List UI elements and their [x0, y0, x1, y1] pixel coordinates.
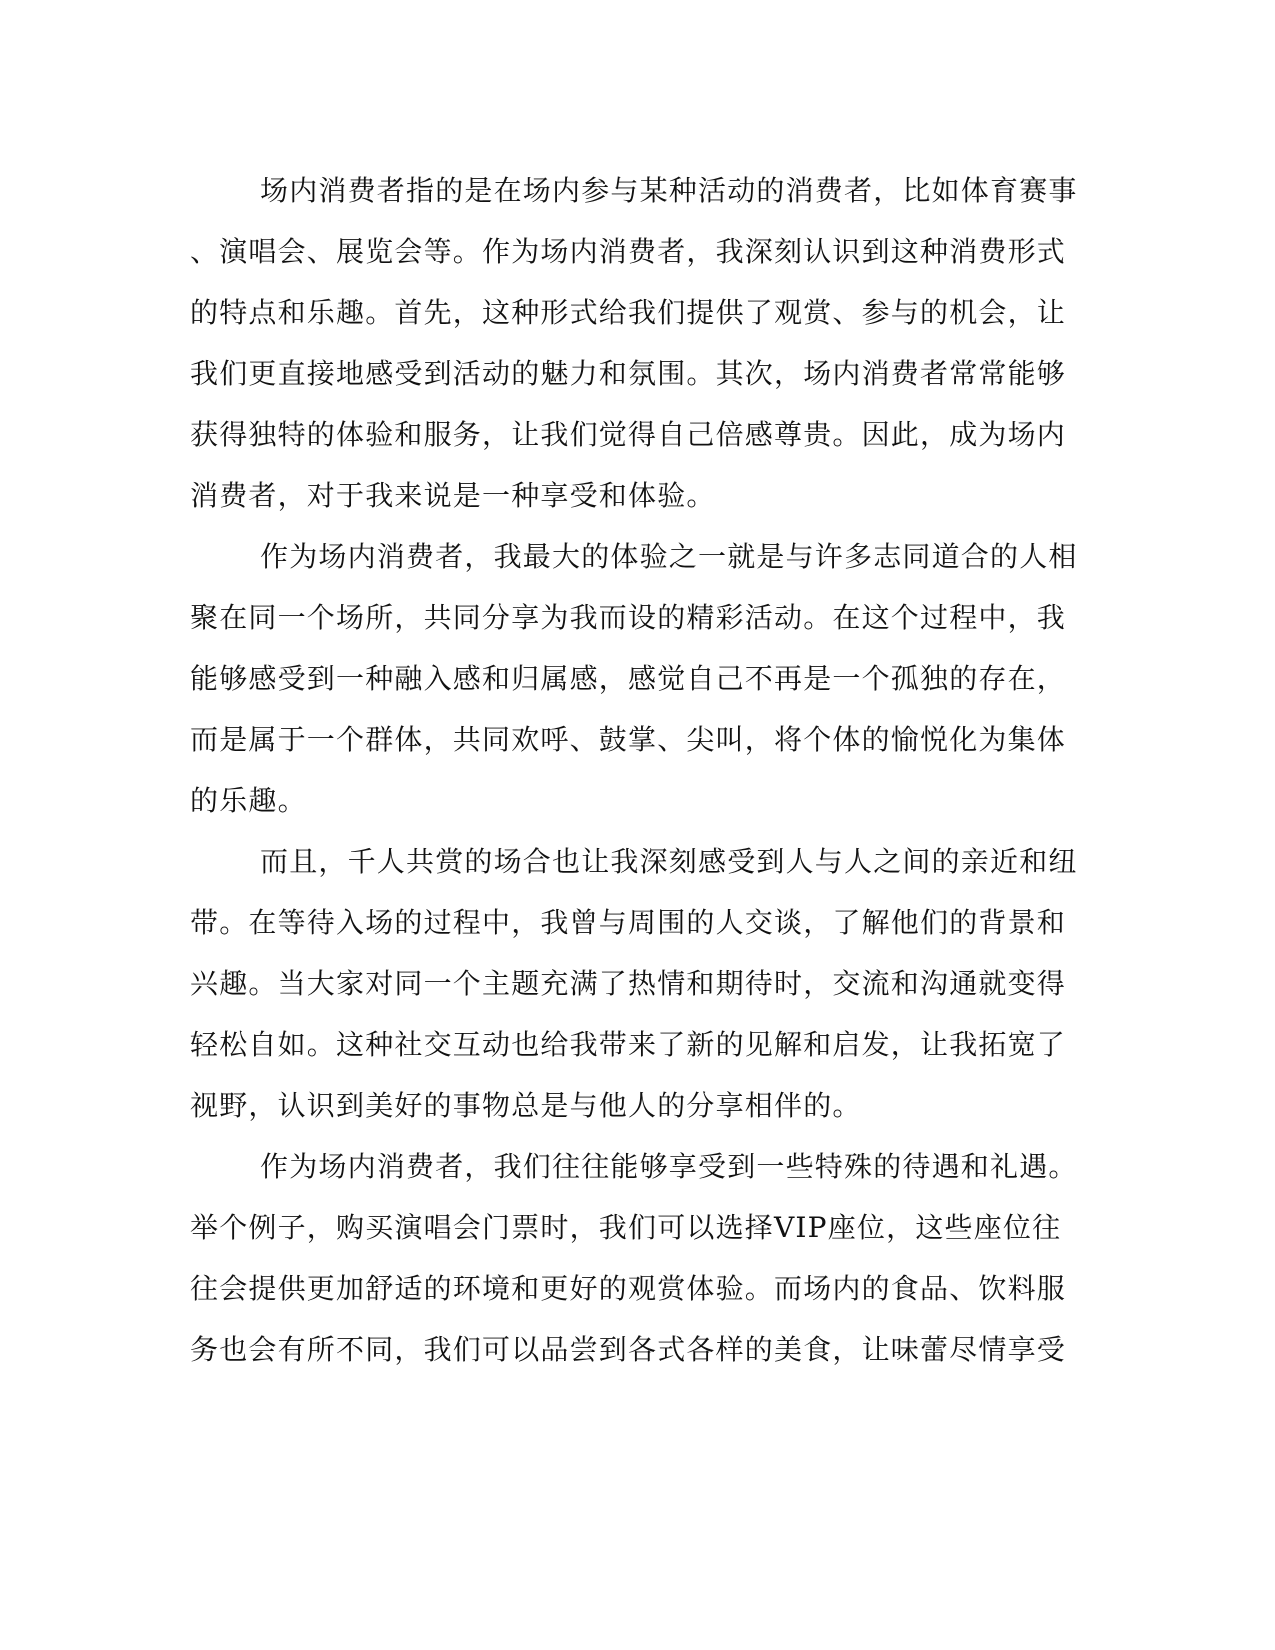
paragraph-3 — [190, 831, 1090, 1136]
text-line: 我们更直接地感受到活动的魅力和氛围。其次，场内消费者常常能够 — [190, 357, 1067, 390]
text-line: 举个例子，购买演唱会门票时，我们可以选择VIP座位，这些座位往 — [190, 1211, 1062, 1244]
text-line: 往会提供更加舒适的环境和更好的观赏体验。而场内的食品、饮料服 — [190, 1272, 1067, 1305]
document-body — [190, 160, 1090, 1380]
text-line: 的特点和乐趣。首先，这种形式给我们提供了观赏、参与的机会，让 — [190, 296, 1067, 329]
text-line: 视野，认识到美好的事物总是与他人的分享相伴的。 — [190, 1089, 862, 1122]
text-line: 而且，千人共赏的场合也让我深刻感受到人与人之间的亲近和纽 — [260, 845, 1078, 878]
text-line: 而是属于一个群体，共同欢呼、鼓掌、尖叫，将个体的愉悦化为集体 — [190, 723, 1067, 756]
text-line: 聚在同一个场所，共同分享为我而设的精彩活动。在这个过程中，我 — [190, 601, 1067, 634]
text-line: 轻松自如。这种社交互动也给我带来了新的见解和启发，让我拓宽了 — [190, 1028, 1067, 1061]
paragraph-2 — [190, 526, 1090, 831]
paragraph-1 — [190, 160, 1090, 526]
text-line: 作为场内消费者，我最大的体验之一就是与许多志同道合的人相 — [260, 540, 1078, 573]
text-line: 的乐趣。 — [190, 784, 307, 817]
text-line: 获得独特的体验和服务，让我们觉得自己倍感尊贵。因此，成为场内 — [190, 418, 1067, 451]
text-line: 、演唱会、展览会等。作为场内消费者，我深刻认识到这种消费形式 — [190, 235, 1067, 268]
paragraph-4 — [190, 1136, 1090, 1380]
text-line: 带。在等待入场的过程中，我曾与周围的人交谈，了解他们的背景和 — [190, 906, 1067, 939]
text-line: 作为场内消费者，我们往往能够享受到一些特殊的待遇和礼遇。 — [260, 1150, 1078, 1183]
text-line: 场内消费者指的是在场内参与某种活动的消费者，比如体育赛事 — [260, 174, 1078, 207]
text-line: 消费者，对于我来说是一种享受和体验。 — [190, 479, 716, 512]
text-line: 务也会有所不同，我们可以品尝到各式各样的美食，让味蕾尽情享受 — [190, 1333, 1067, 1366]
text-line: 兴趣。当大家对同一个主题充满了热情和期待时，交流和沟通就变得 — [190, 967, 1067, 1000]
text-line: 能够感受到一种融入感和归属感，感觉自己不再是一个孤独的存在， — [190, 662, 1067, 695]
